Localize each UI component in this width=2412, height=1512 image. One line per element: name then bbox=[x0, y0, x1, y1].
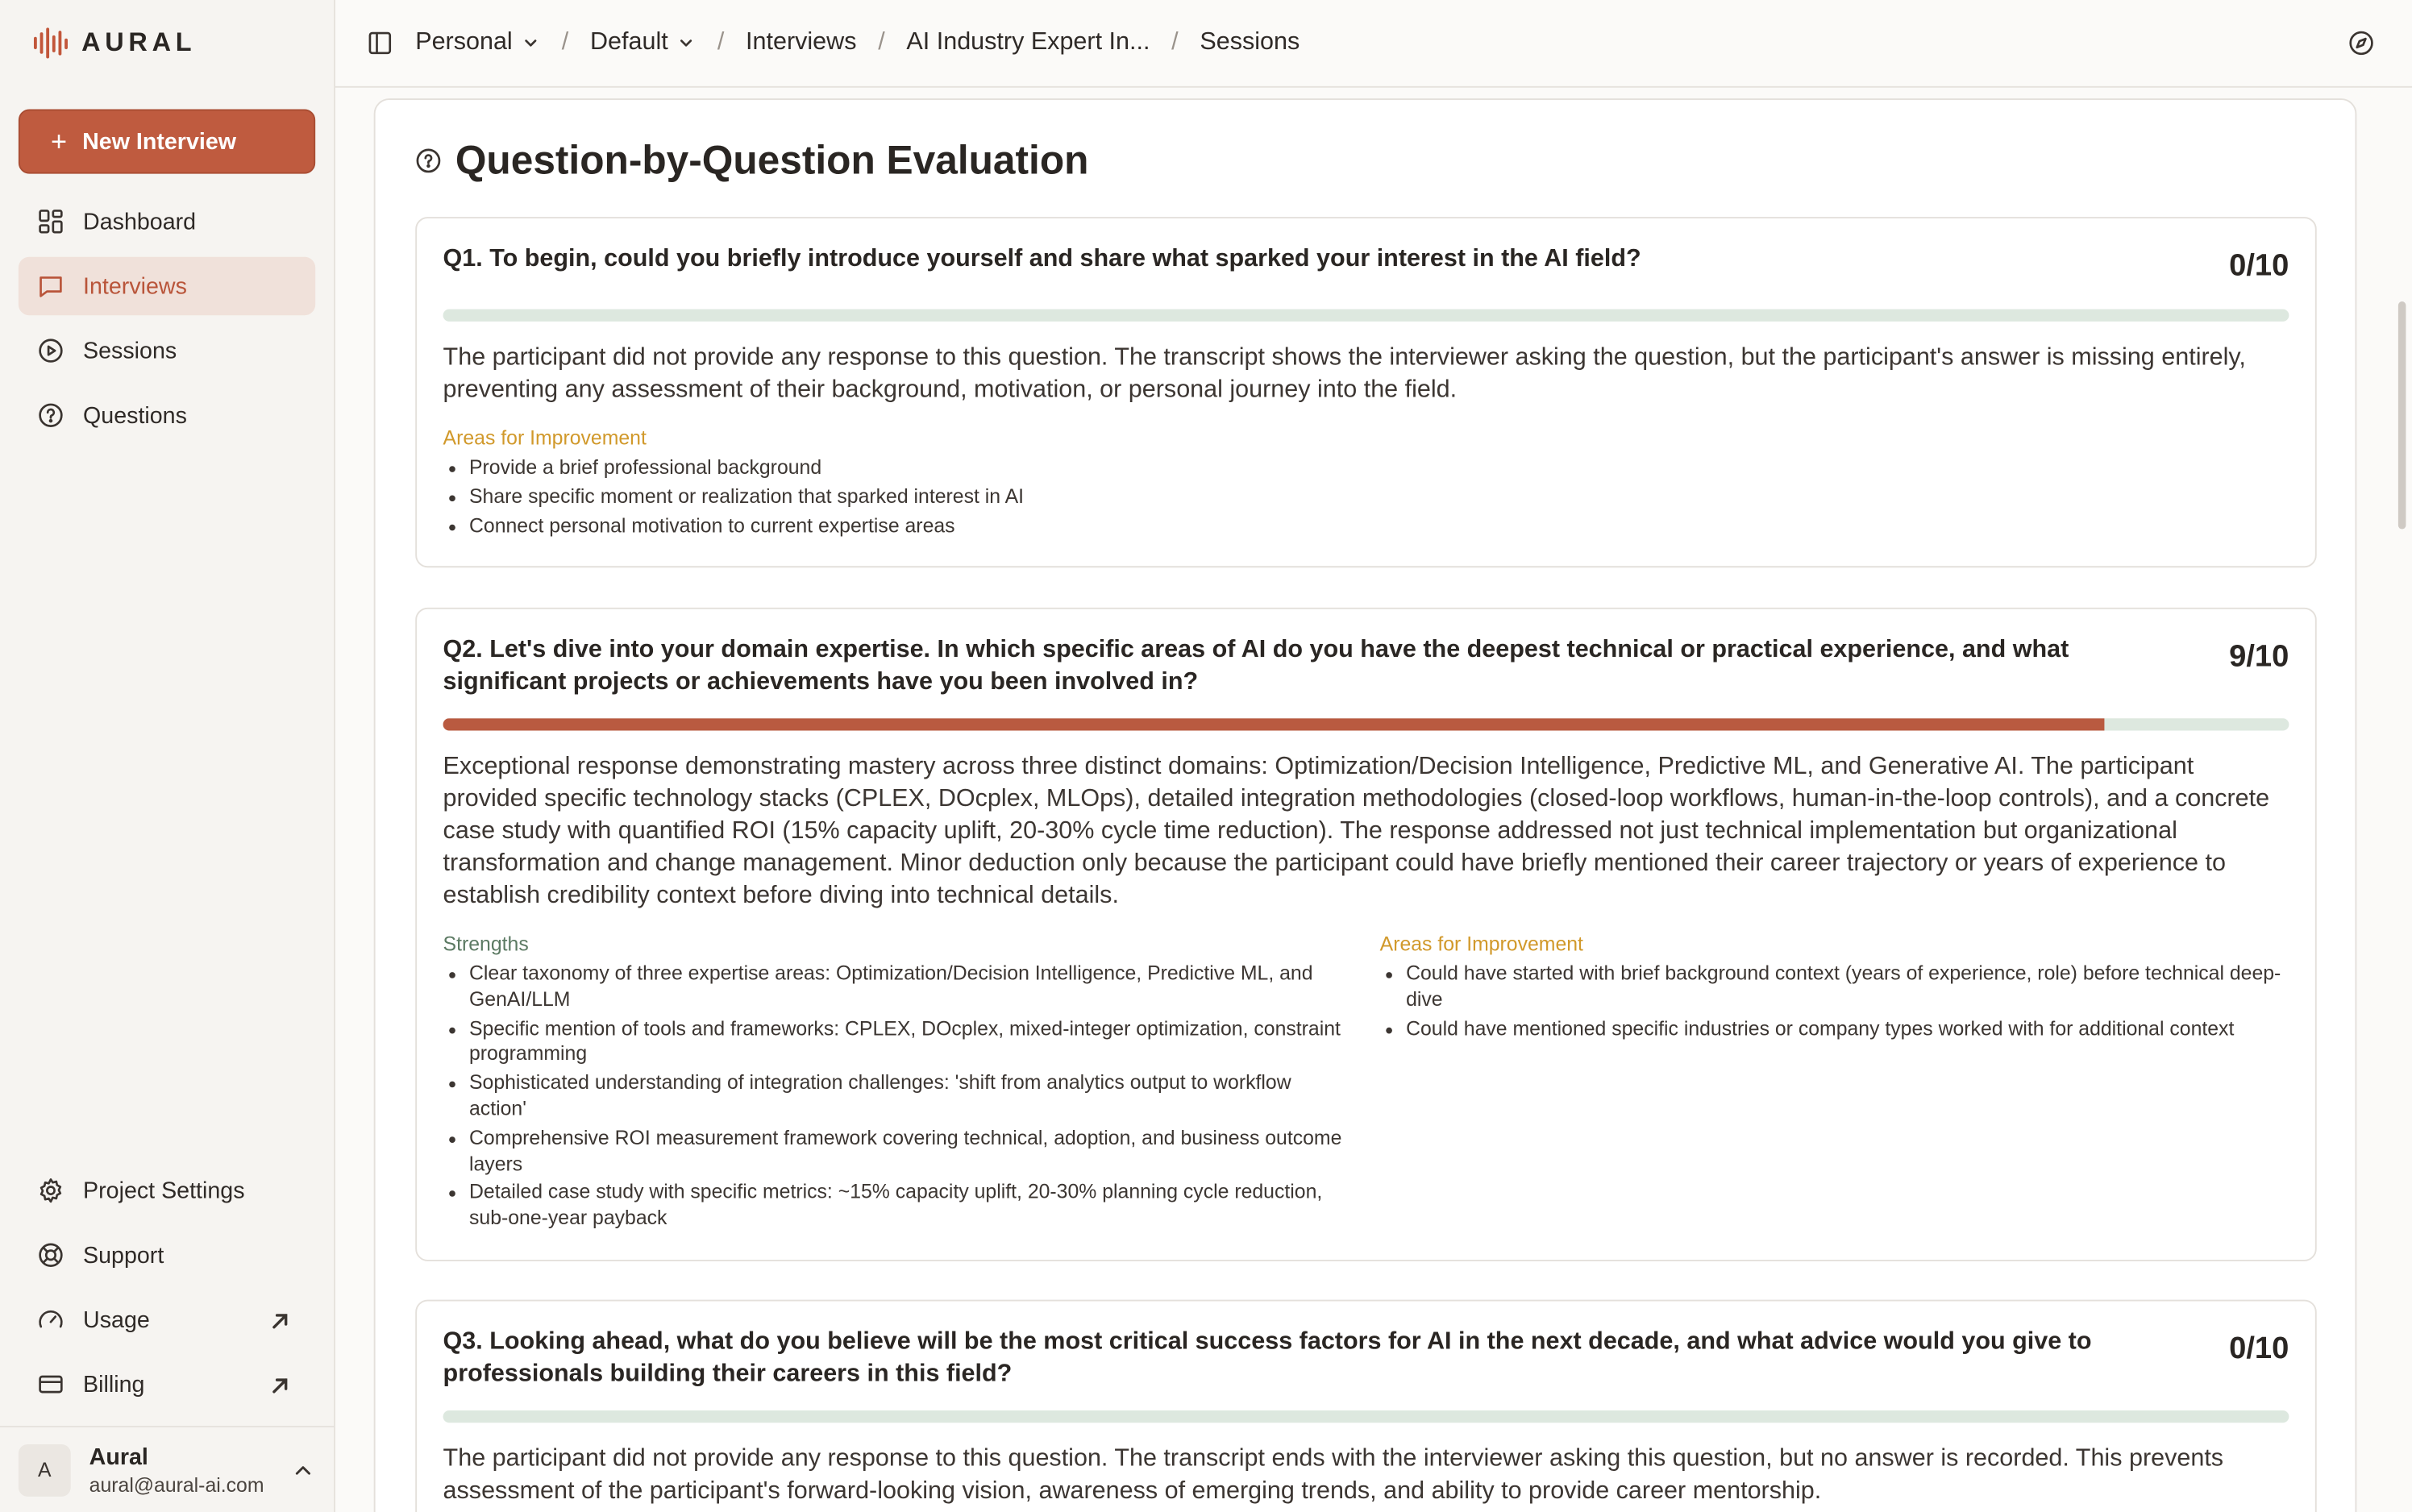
sidebar-item-support[interactable] bbox=[19, 1226, 315, 1285]
strengths-section bbox=[443, 932, 1351, 1235]
sidebar-item-usage[interactable] bbox=[19, 1290, 315, 1349]
sidebar-item-project-settings[interactable] bbox=[19, 1161, 315, 1220]
plus-icon: + bbox=[50, 126, 68, 157]
topbar bbox=[335, 0, 2412, 88]
sidebar-item-questions[interactable] bbox=[19, 386, 315, 445]
list-item: Comprehensive ROI measurement framework covering technical, adoption, and business outcome layers bbox=[443, 1126, 1351, 1178]
avatar: A bbox=[19, 1443, 71, 1496]
question-feedback: The participant did not provide any response to this question. The transcript shows the interviewer asking the question, but the participant's answer is missing entirely, preventing any assessment of their background, motivation, or personal journey into the field. bbox=[443, 344, 2246, 404]
question-card-1 bbox=[415, 217, 2317, 567]
breadcrumb-interview[interactable]: AI Industry Expert In... bbox=[906, 29, 1150, 56]
user-info bbox=[89, 1443, 264, 1496]
sidebar-nav bbox=[19, 193, 315, 451]
breadcrumb-separator: / bbox=[878, 29, 885, 56]
sidebar-item-billing[interactable] bbox=[19, 1355, 315, 1414]
new-interview-label: New Interview bbox=[82, 128, 237, 155]
sidebar-item-interviews[interactable] bbox=[19, 257, 315, 316]
breadcrumb-separator: / bbox=[717, 29, 725, 56]
scrollbar-thumb[interactable] bbox=[2398, 301, 2406, 529]
dashboard-icon bbox=[37, 208, 64, 235]
chevron-down-icon bbox=[522, 34, 540, 52]
gear-icon bbox=[37, 1177, 64, 1204]
question-circle-icon bbox=[37, 401, 64, 429]
question-text: Q1. To begin, could you briefly introduce yourself and share what sparked your interest in the AI field? bbox=[443, 246, 1641, 272]
question-feedback: The participant did not provide any response to this question. The transcript ends with the interviewer asking this question, but no answer is recorded. This prevents assessment of the participant's forward-looking vision, awareness of emerging trends, and ability to provide career mentorship. bbox=[443, 1445, 2224, 1505]
score-bar-fill bbox=[443, 718, 2105, 730]
card-icon bbox=[37, 1370, 64, 1398]
list-item: Detailed case study with specific metrics: ~15% capacity uplift, 20-30% planning cycle reduction, sub-one-year payback bbox=[443, 1180, 1351, 1232]
breadcrumb-project[interactable] bbox=[590, 29, 696, 56]
improvements-section bbox=[443, 426, 1336, 542]
sidebar-item-label: Usage bbox=[83, 1306, 150, 1333]
score-bar bbox=[443, 309, 2289, 322]
breadcrumb-interviews[interactable]: Interviews bbox=[746, 29, 857, 56]
lifebuoy-icon bbox=[37, 1241, 64, 1269]
breadcrumb-separator: / bbox=[561, 29, 569, 56]
question-feedback: Exceptional response demonstrating mastery across three distinct domains: Optimization/Decision Intelligence, Predictive ML, and Generative AI. The participant provided specific technology stacks (CPLEX, DOcplex, MLOps), detailed integration methodologies (closed-loop workflows, human-in-the-loop controls), and a concrete case study with quantified ROI (15% capacity uplift, 20-30% cycle time reduction). The response addressed not just technical implementation but organizational transformation and change management. Minor deduction only because the participant could have briefly mentioned their career trajectory or years of experience to establish credibility context before diving into technical details. bbox=[443, 754, 2270, 909]
improvements-section bbox=[1380, 932, 2288, 1045]
sidebar-item-label: Interviews bbox=[83, 272, 187, 300]
strengths-list bbox=[443, 962, 1351, 1232]
user-name: Aural bbox=[89, 1443, 148, 1470]
list-item: Sophisticated understanding of integration challenges: 'shift from analytics output to workflow action' bbox=[443, 1071, 1351, 1123]
play-circle-icon bbox=[37, 337, 64, 364]
question-score: 0/10 bbox=[2229, 1331, 2289, 1366]
strengths-title: Strengths bbox=[443, 932, 529, 956]
improvements-list bbox=[443, 455, 1336, 539]
list-item: Specific mention of tools and frameworks: CPLEX, DOcplex, mixed-integer optimization, constraint programming bbox=[443, 1016, 1351, 1068]
question-card-3 bbox=[415, 1300, 2317, 1512]
brand-logo[interactable] bbox=[34, 25, 196, 62]
improvements-list bbox=[1380, 962, 2288, 1042]
chevron-up-icon bbox=[293, 1460, 314, 1481]
evaluation-title-text: Question-by-Question Evaluation bbox=[455, 136, 1089, 184]
score-bar bbox=[443, 718, 2289, 730]
sidebar-item-sessions[interactable] bbox=[19, 322, 315, 380]
question-card-2 bbox=[415, 608, 2317, 1261]
user-email: aural@aural-ai.com bbox=[89, 1473, 264, 1496]
external-link-icon bbox=[266, 1307, 293, 1335]
question-circle-icon bbox=[415, 147, 441, 173]
sidebar bbox=[0, 0, 335, 1512]
external-link-icon bbox=[266, 1372, 293, 1399]
improvements-title: Areas for Improvement bbox=[443, 426, 647, 450]
sidebar-item-label: Billing bbox=[83, 1371, 145, 1398]
score-bar bbox=[443, 1410, 2289, 1423]
question-score: 9/10 bbox=[2229, 639, 2289, 674]
list-item: Could have started with brief background context (years of experience, role) before technical deep-dive bbox=[1380, 962, 2288, 1013]
sidebar-item-dashboard[interactable] bbox=[19, 193, 315, 251]
chat-icon bbox=[37, 272, 64, 300]
question-score: 0/10 bbox=[2229, 249, 2289, 284]
list-item: Clear taxonomy of three expertise areas: Optimization/Decision Intelligence, Predictive ML, and GenAI/LLM bbox=[443, 962, 1351, 1013]
list-item: Share specific moment or realization that sparked interest in AI bbox=[443, 484, 1336, 510]
question-text: Q3. Looking ahead, what do you believe will be the most critical success factors for AI in the next decade, and what advice would you give to professionals building their careers in this field? bbox=[443, 1328, 2092, 1388]
brand-name: AURAL bbox=[81, 27, 197, 57]
sidebar-item-label: Project Settings bbox=[83, 1177, 245, 1204]
sidebar-toggle-icon[interactable] bbox=[366, 29, 393, 56]
evaluation-panel bbox=[374, 98, 2357, 1512]
sidebar-item-label: Sessions bbox=[83, 337, 177, 364]
sidebar-item-label: Support bbox=[83, 1242, 164, 1269]
breadcrumb-project-label: Default bbox=[590, 29, 668, 56]
improvements-title: Areas for Improvement bbox=[1379, 932, 1583, 956]
list-item: Could have mentioned specific industries or company types worked with for additional context bbox=[1380, 1016, 2288, 1042]
new-interview-button[interactable] bbox=[19, 109, 315, 173]
sidebar-item-label: Questions bbox=[83, 402, 187, 429]
compass-icon[interactable] bbox=[2348, 29, 2375, 56]
list-item: Connect personal motivation to current expertise areas bbox=[443, 513, 1336, 539]
question-text: Q2. Let's dive into your domain expertise. In which specific areas of AI do you have the deepest technical or practical experience, and what significant projects or achievements have you been involved in? bbox=[443, 637, 2069, 696]
sidebar-bottom-nav bbox=[19, 1161, 315, 1420]
breadcrumb-sessions: Sessions bbox=[1200, 29, 1300, 56]
chevron-down-icon bbox=[677, 34, 696, 52]
breadcrumb-workspace-label: Personal bbox=[415, 29, 513, 56]
brand-waveform-icon bbox=[34, 27, 68, 58]
user-menu[interactable] bbox=[0, 1426, 335, 1512]
sidebar-item-label: Dashboard bbox=[83, 208, 197, 235]
list-item: Provide a brief professional background bbox=[443, 455, 1336, 481]
main-content bbox=[335, 89, 2412, 1512]
gauge-icon bbox=[37, 1306, 64, 1333]
breadcrumb-workspace[interactable] bbox=[415, 29, 540, 56]
breadcrumb-separator: / bbox=[1171, 29, 1179, 56]
evaluation-title bbox=[415, 137, 1088, 185]
